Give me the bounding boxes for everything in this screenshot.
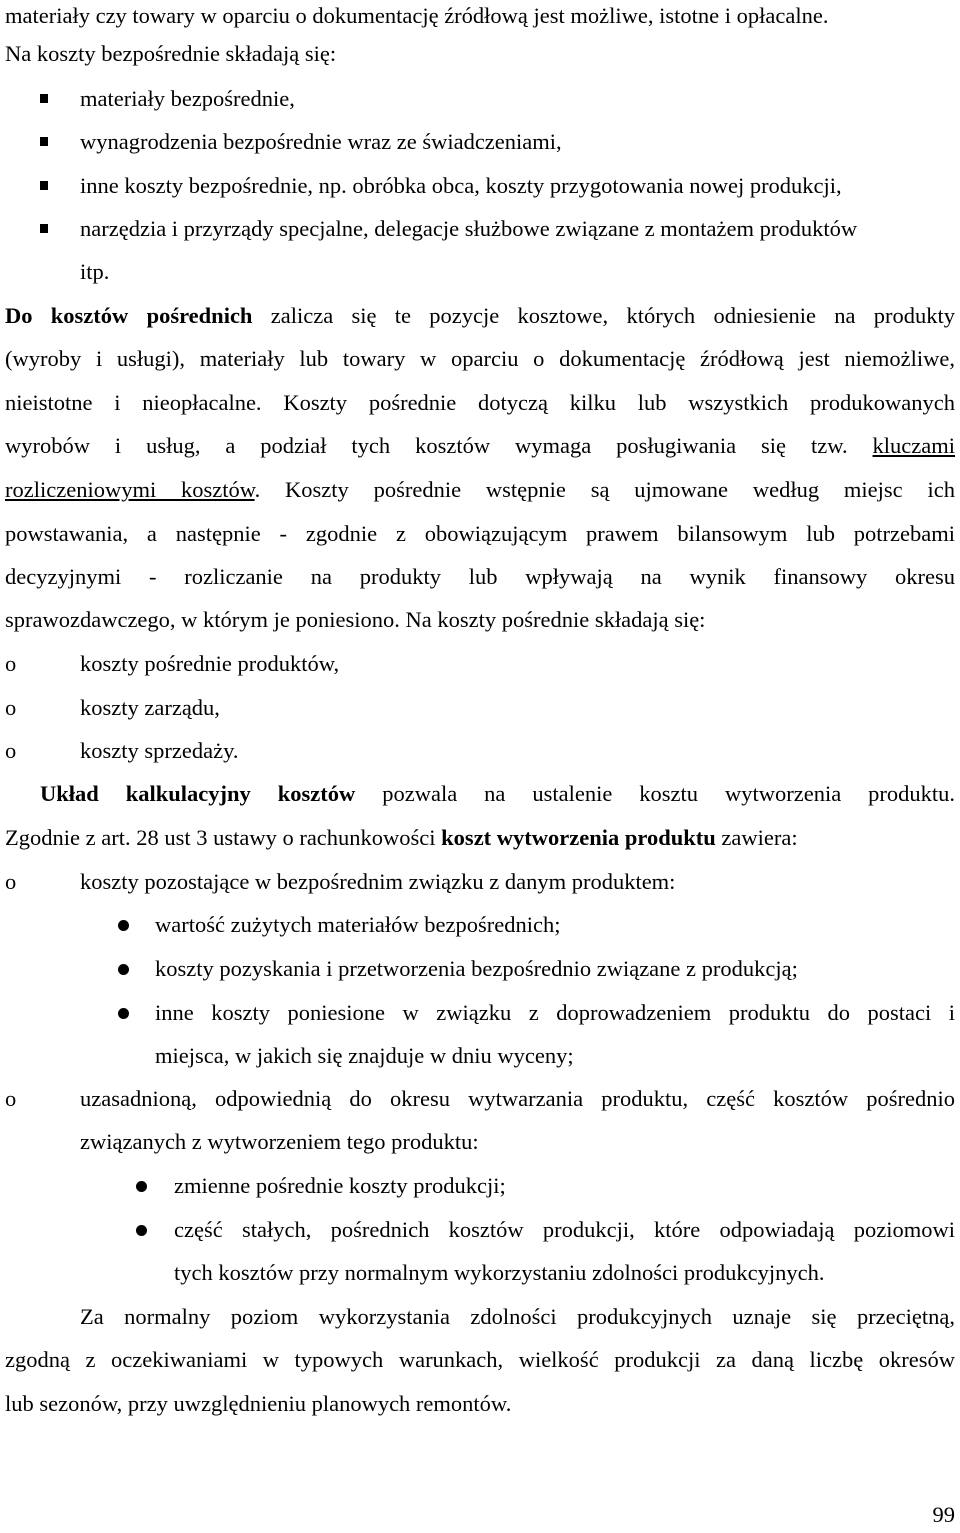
underlined-term: rozliczeniowymi kosztów [5,477,255,502]
underlined-term: kluczami [872,433,955,458]
square-bullet-icon [40,137,48,146]
intro-line: materiały czy towary w oparciu o dokumentację źródłową jest możliwe, istotne i opłacalne. [5,3,829,28]
square-bullet-icon [40,224,48,233]
sub-list-item: część stałych, pośrednich kosztów produkcji, które odpowiadają poziomowi [174,1217,955,1242]
paragraph-line: sprawozdawczego, w którym je poniesiono. Na koszty pośrednie składają się: [5,607,706,632]
page-number: 99 [932,1502,955,1527]
paragraph-line: nieistotne i nieopłacalne. Koszty pośrednie dotyczą kilku lub wszystkich produkowanych [5,390,955,415]
paragraph-line: Zgodnie z art. 28 ust 3 ustawy o rachunkowości koszt wytworzenia produktu zawiera: [5,825,798,850]
list-item: materiały bezpośrednie, [80,86,295,111]
list-item: koszty sprzedaży. [80,738,239,763]
circle-bullet-icon: o [5,738,17,763]
square-bullet-icon [40,181,48,190]
paragraph-line: lub sezonów, przy uwzględnieniu planowych remontów. [5,1391,512,1416]
list-item-continuation: itp. [80,259,110,284]
bold-term: Do kosztów pośrednich [5,303,253,328]
list-item: koszty zarządu, [80,695,220,720]
direct-costs-heading: Na koszty bezpośrednie składają się: [5,41,337,66]
paragraph-line: Za normalny poziom wykorzystania zdolności produkcyjnych uznaje się przeciętną, [80,1304,955,1329]
sub-list-item: koszty pozyskania i przetworzenia bezpośrednio związane z produkcją; [155,956,798,981]
paragraph-line: zgodną z oczekiwaniami w typowych warunkach, wielkość produkcji za daną liczbę okresów [5,1347,955,1372]
list-item: koszty pośrednie produktów, [80,651,340,676]
paragraph-line: (wyroby i usługi), materiały lub towary w oparciu o dokumentację źródłową jest niemożliwe, [5,346,955,371]
list-item-continuation: związanych z wytworzeniem tego produktu: [80,1129,479,1154]
circle-bullet-icon: o [5,1086,17,1111]
paragraph-line: powstawania, a następnie - zgodnie z obowiązującym prawem bilansowym lub potrzebami [5,521,955,546]
list-item: narzędzia i przyrządy specjalne, delegacje służbowe związane z montażem produktów [80,216,858,241]
paragraph-line: rozliczeniowymi kosztów. Koszty pośrednie wstępnie są ujmowane według miejsc ich [5,477,955,502]
round-bullet-icon [136,1225,147,1236]
square-bullet-icon [40,94,48,103]
sub-list-item: zmienne pośrednie koszty produkcji; [174,1173,506,1198]
bold-term: koszt wytworzenia produktu [441,825,716,850]
paragraph-line: Układ kalkulacyjny kosztów pozwala na ustalenie kosztu wytworzenia produktu. [40,781,956,806]
round-bullet-icon [118,964,129,975]
list-item: wynagrodzenia bezpośrednie wraz ze świadczeniami, [80,129,562,154]
paragraph-line: decyzyjnymi - rozliczanie na produkty lub wpływają na wynik finansowy okresu [5,564,955,589]
round-bullet-icon [136,1181,147,1192]
circle-bullet-icon: o [5,695,17,720]
round-bullet-icon [118,1008,129,1019]
list-item: koszty pozostające w bezpośrednim związku z danym produktem: [80,869,676,894]
paragraph-line: Do kosztów pośrednich zalicza się te pozycje kosztowe, których odniesienie na produkty [5,303,955,328]
list-item: uzasadnioną, odpowiednią do okresu wytwarzania produktu, część kosztów pośrednio [80,1086,955,1111]
sub-list-item: wartość zużytych materiałów bezpośrednich; [155,912,561,937]
sub-list-item: inne koszty poniesione w związku z doprowadzeniem produktu do postaci i [155,1000,955,1025]
circle-bullet-icon: o [5,869,17,894]
list-item: inne koszty bezpośrednie, np. obróbka obca, koszty przygotowania nowej produkcji, [80,173,842,198]
paragraph-line: wyrobów i usług, a podział tych kosztów wymaga posługiwania się tzw. kluczami [5,433,955,458]
sub-list-item-continuation: miejsca, w jakich się znajduje w dniu wyceny; [155,1043,574,1068]
sub-list-item-continuation: tych kosztów przy normalnym wykorzystaniu zdolności produkcyjnych. [174,1260,825,1285]
round-bullet-icon [118,920,129,931]
circle-bullet-icon: o [5,651,17,676]
bold-term: Układ kalkulacyjny kosztów [40,781,356,806]
